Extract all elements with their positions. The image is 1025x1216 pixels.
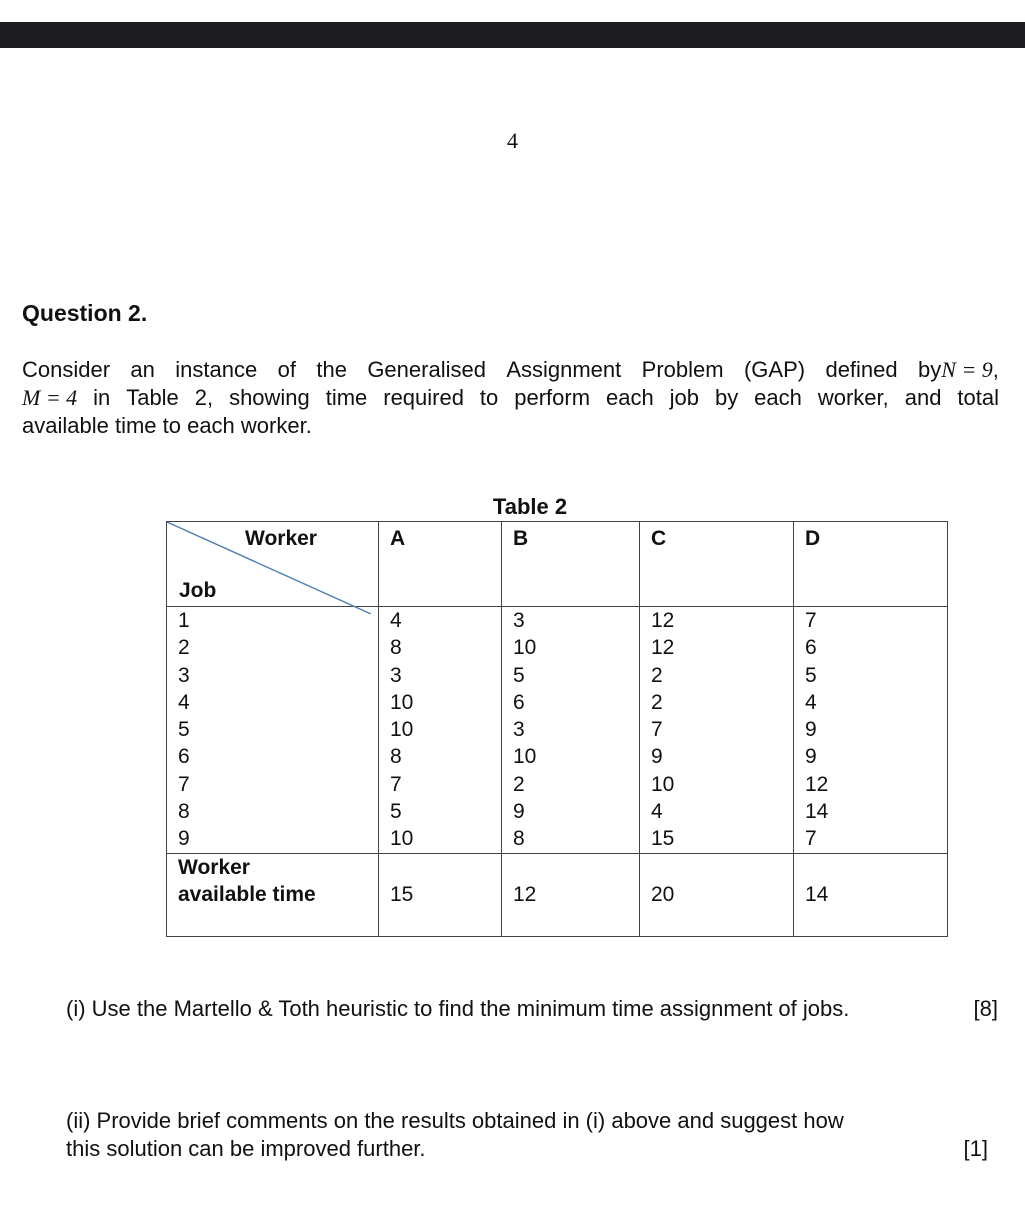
time-b-7: 2 (513, 772, 525, 796)
time-d-7: 12 (805, 772, 829, 796)
worker-d-times (794, 607, 948, 854)
data-row (167, 607, 948, 854)
job-1: 1 (178, 609, 190, 632)
time-d-4: 4 (805, 690, 817, 714)
job-7: 7 (178, 772, 190, 796)
time-d-6: 9 (805, 745, 817, 769)
intro-word: required (383, 385, 464, 410)
intro-word: by (714, 385, 739, 410)
part-ii-line-2: this solution can be improved further. (66, 1136, 426, 1161)
intro-line-2 (22, 384, 999, 412)
intro-word: and (904, 385, 942, 410)
intro-word: Table (126, 385, 179, 410)
time-a-9: 10 (390, 827, 414, 851)
intro-word: showing (229, 385, 310, 410)
part-ii (66, 1107, 998, 1163)
job-8: 8 (178, 800, 190, 824)
part-i (66, 996, 998, 1022)
time-d-1: 7 (805, 609, 817, 632)
time-a-1: 4 (390, 609, 402, 632)
time-a-6: 8 (390, 745, 402, 769)
time-d-2: 6 (805, 636, 817, 660)
time-a-4: 10 (390, 690, 414, 714)
intro-word: Problem (641, 357, 724, 382)
available-d: 14 (794, 853, 948, 936)
time-b-1: 3 (513, 609, 525, 632)
gap-table (166, 521, 948, 937)
job-6: 6 (178, 745, 190, 769)
intro-word: Assignment (506, 357, 622, 382)
header-worker-label: Worker (245, 527, 317, 550)
time-d-9: 7 (805, 827, 817, 851)
worker-a-times (379, 607, 502, 854)
intro-word: Generalised (367, 357, 486, 382)
intro-word: the (316, 357, 347, 382)
available-time-row (167, 853, 948, 936)
available-time-label (167, 853, 379, 936)
time-b-8: 9 (513, 800, 525, 824)
header-job-label: Job (179, 579, 217, 602)
part-i-text: (i) Use the Martello & Toth heuristic to find the minimum time assignment of jobs. (66, 996, 850, 1021)
time-a-8: 5 (390, 800, 402, 824)
time-d-8: 14 (805, 800, 829, 824)
intro-word: job (669, 385, 700, 410)
job-9: 9 (178, 827, 190, 851)
n-expression: N = 9 (941, 357, 993, 382)
time-d-3: 5 (805, 663, 817, 687)
intro-word: perform (514, 385, 591, 410)
job-3: 3 (178, 663, 190, 687)
time-c-2: 12 (651, 636, 675, 660)
intro-word: Consider (22, 357, 111, 382)
intro-word: byN = 9, (918, 357, 999, 382)
header-worker-d: D (794, 522, 948, 607)
part-i-marks: [8] (973, 996, 998, 1021)
table-caption: Table 2 (492, 494, 568, 519)
available-a: 15 (379, 853, 502, 936)
available-b: 12 (502, 853, 640, 936)
job-2: 2 (178, 636, 190, 660)
time-d-5: 9 (805, 718, 817, 742)
intro-word: in (93, 385, 111, 410)
intro-word: (GAP) (743, 357, 806, 382)
time-b-9: 8 (513, 827, 525, 851)
time-b-5: 3 (513, 718, 525, 742)
part-ii-line-1: (ii) Provide brief comments on the results obtained in (i) above and suggest how (66, 1108, 844, 1133)
time-a-2: 8 (390, 636, 402, 660)
available-label-line-2: available time (178, 882, 316, 906)
time-c-3: 2 (651, 663, 663, 687)
page-number: 4 (507, 128, 518, 153)
intro-word: defined (825, 357, 898, 382)
time-c-5: 7 (651, 718, 663, 742)
intro-line-3: available time to each worker. (22, 413, 312, 438)
time-c-8: 4 (651, 800, 663, 824)
question-intro (22, 356, 999, 440)
header-worker-a: A (379, 522, 502, 607)
time-b-3: 5 (513, 663, 525, 687)
time-b-4: 6 (513, 690, 525, 714)
part-ii-marks: [1] (963, 1136, 988, 1161)
intro-word: total (957, 385, 999, 410)
job-column (167, 607, 379, 854)
question-title: Question 2. (22, 300, 148, 326)
intro-word: time (325, 385, 368, 410)
header-worker-c: C (640, 522, 794, 607)
header-row (167, 522, 948, 607)
intro-word: to (479, 385, 499, 410)
time-c-7: 10 (651, 772, 675, 796)
part-ii-line-2-row (66, 1135, 998, 1163)
intro-word: each (754, 385, 802, 410)
available-c: 20 (640, 853, 794, 936)
header-worker-b: B (502, 522, 640, 607)
intro-word: of (277, 357, 296, 382)
intro-word: 2, (194, 385, 214, 410)
intro-word: an (130, 357, 155, 382)
m-expression: M = 4 (22, 385, 78, 410)
worker-b-times (502, 607, 640, 854)
time-c-1: 12 (651, 609, 675, 632)
intro-word: worker, (817, 385, 889, 410)
time-c-9: 15 (651, 827, 675, 851)
time-c-6: 9 (651, 745, 663, 769)
job-5: 5 (178, 718, 190, 742)
time-a-5: 10 (390, 718, 414, 742)
time-b-6: 10 (513, 745, 537, 769)
comma: , (992, 357, 999, 382)
time-b-2: 10 (513, 636, 537, 660)
time-c-4: 2 (651, 690, 663, 714)
top-black-bar (0, 22, 1025, 48)
intro-word: each (605, 385, 654, 410)
worker-c-times (640, 607, 794, 854)
intro-word: instance (175, 357, 258, 382)
time-a-3: 3 (390, 663, 402, 687)
job-4: 4 (178, 690, 190, 714)
time-a-7: 7 (390, 772, 402, 796)
intro-line-1 (22, 356, 999, 384)
available-label-line-1: Worker (178, 855, 250, 879)
header-corner-cell (167, 522, 379, 607)
